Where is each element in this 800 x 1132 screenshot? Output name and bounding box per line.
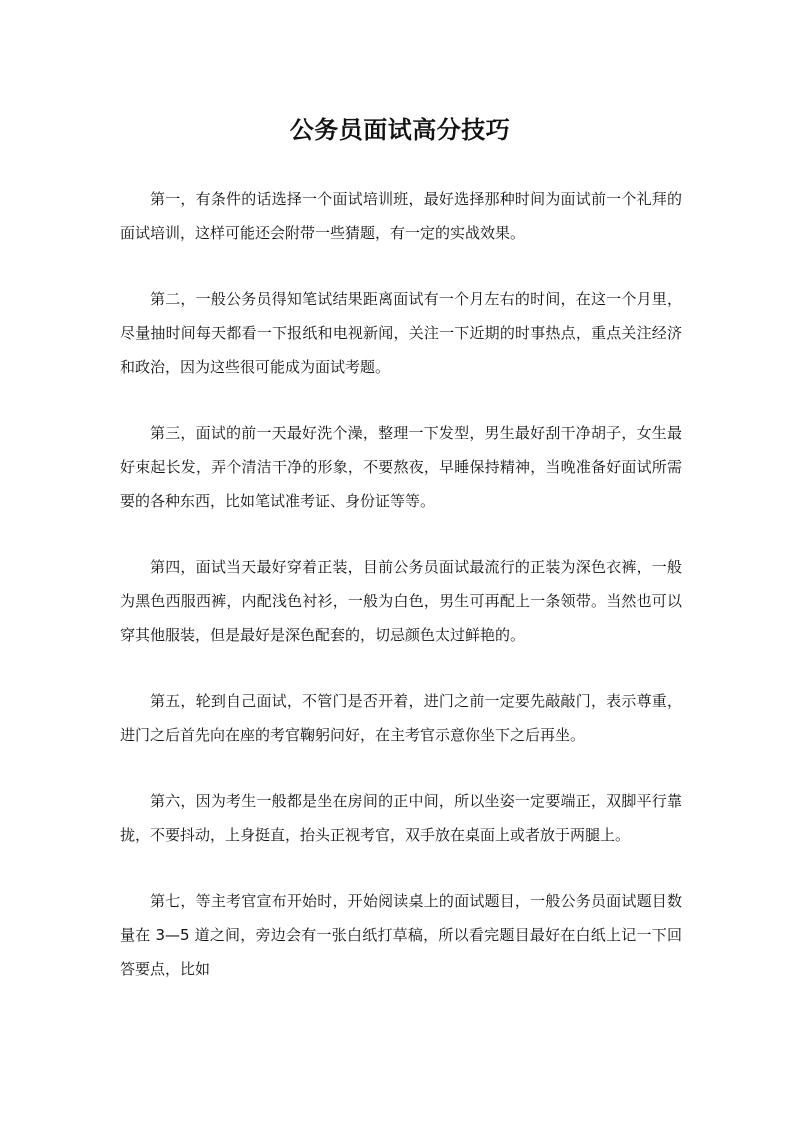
- document-title: 公务员面试高分技巧: [289, 116, 511, 144]
- paragraph-4: 第四，面试当天最好穿着正装，目前公务员面试最流行的正装为深色衣裤，一般为黑色西服西裤，内配浅色衬衫，一般为白色，男生可再配上一条领带。当然也可以穿其他服装，但是最好是深色配套的，切忌颜色太过鲜艳的。: [120, 558, 682, 644]
- paragraph-5: 第五，轮到自己面试，不管门是否开着，进门之前一定要先敲敲门，表示尊重，进门之后首先向在座的考官鞠躬问好，在主考官示意你坐下之后再坐。: [120, 692, 682, 744]
- paragraph-1: 第一，有条件的话选择一个面试培训班，最好选择那种时间为面试前一个礼拜的面试培训，这样可能还会附带一些猜题，有一定的实战效果。: [120, 190, 682, 242]
- paragraph-2: 第二，一般公务员得知笔试结果距离面试有一个月左右的时间，在这一个月里，尽量抽时间每天都看一下报纸和电视新闻，关注一下近期的时事热点，重点关注经济和政治，因为这些很可能成为面试考题。: [120, 290, 682, 376]
- paragraph-3: 第三，面试的前一天最好洗个澡，整理一下发型，男生最好刮干净胡子，女生最好束起长发，弄个清洁干净的形象，不要熬夜，早睡保持精神，当晚准备好面试所需要的各种东西，比如笔试准考证、身份证等等。: [120, 424, 682, 510]
- document-body: [120, 182, 682, 1018]
- paragraph-6: 第六，因为考生一般都是坐在房间的正中间，所以坐姿一定要端正，双脚平行靠拢，不要抖动，上身挺直，抬头正视考官，双手放在桌面上或者放于两腿上。: [120, 792, 682, 844]
- paragraph-7: 第七，等主考官宣布开始时，开始阅读桌上的面试题目，一般公务员面试题目数量在 3—5 道之间，旁边会有一张白纸打草稿，所以看完题目最好在白纸上记一下回答要点，比如: [120, 892, 682, 978]
